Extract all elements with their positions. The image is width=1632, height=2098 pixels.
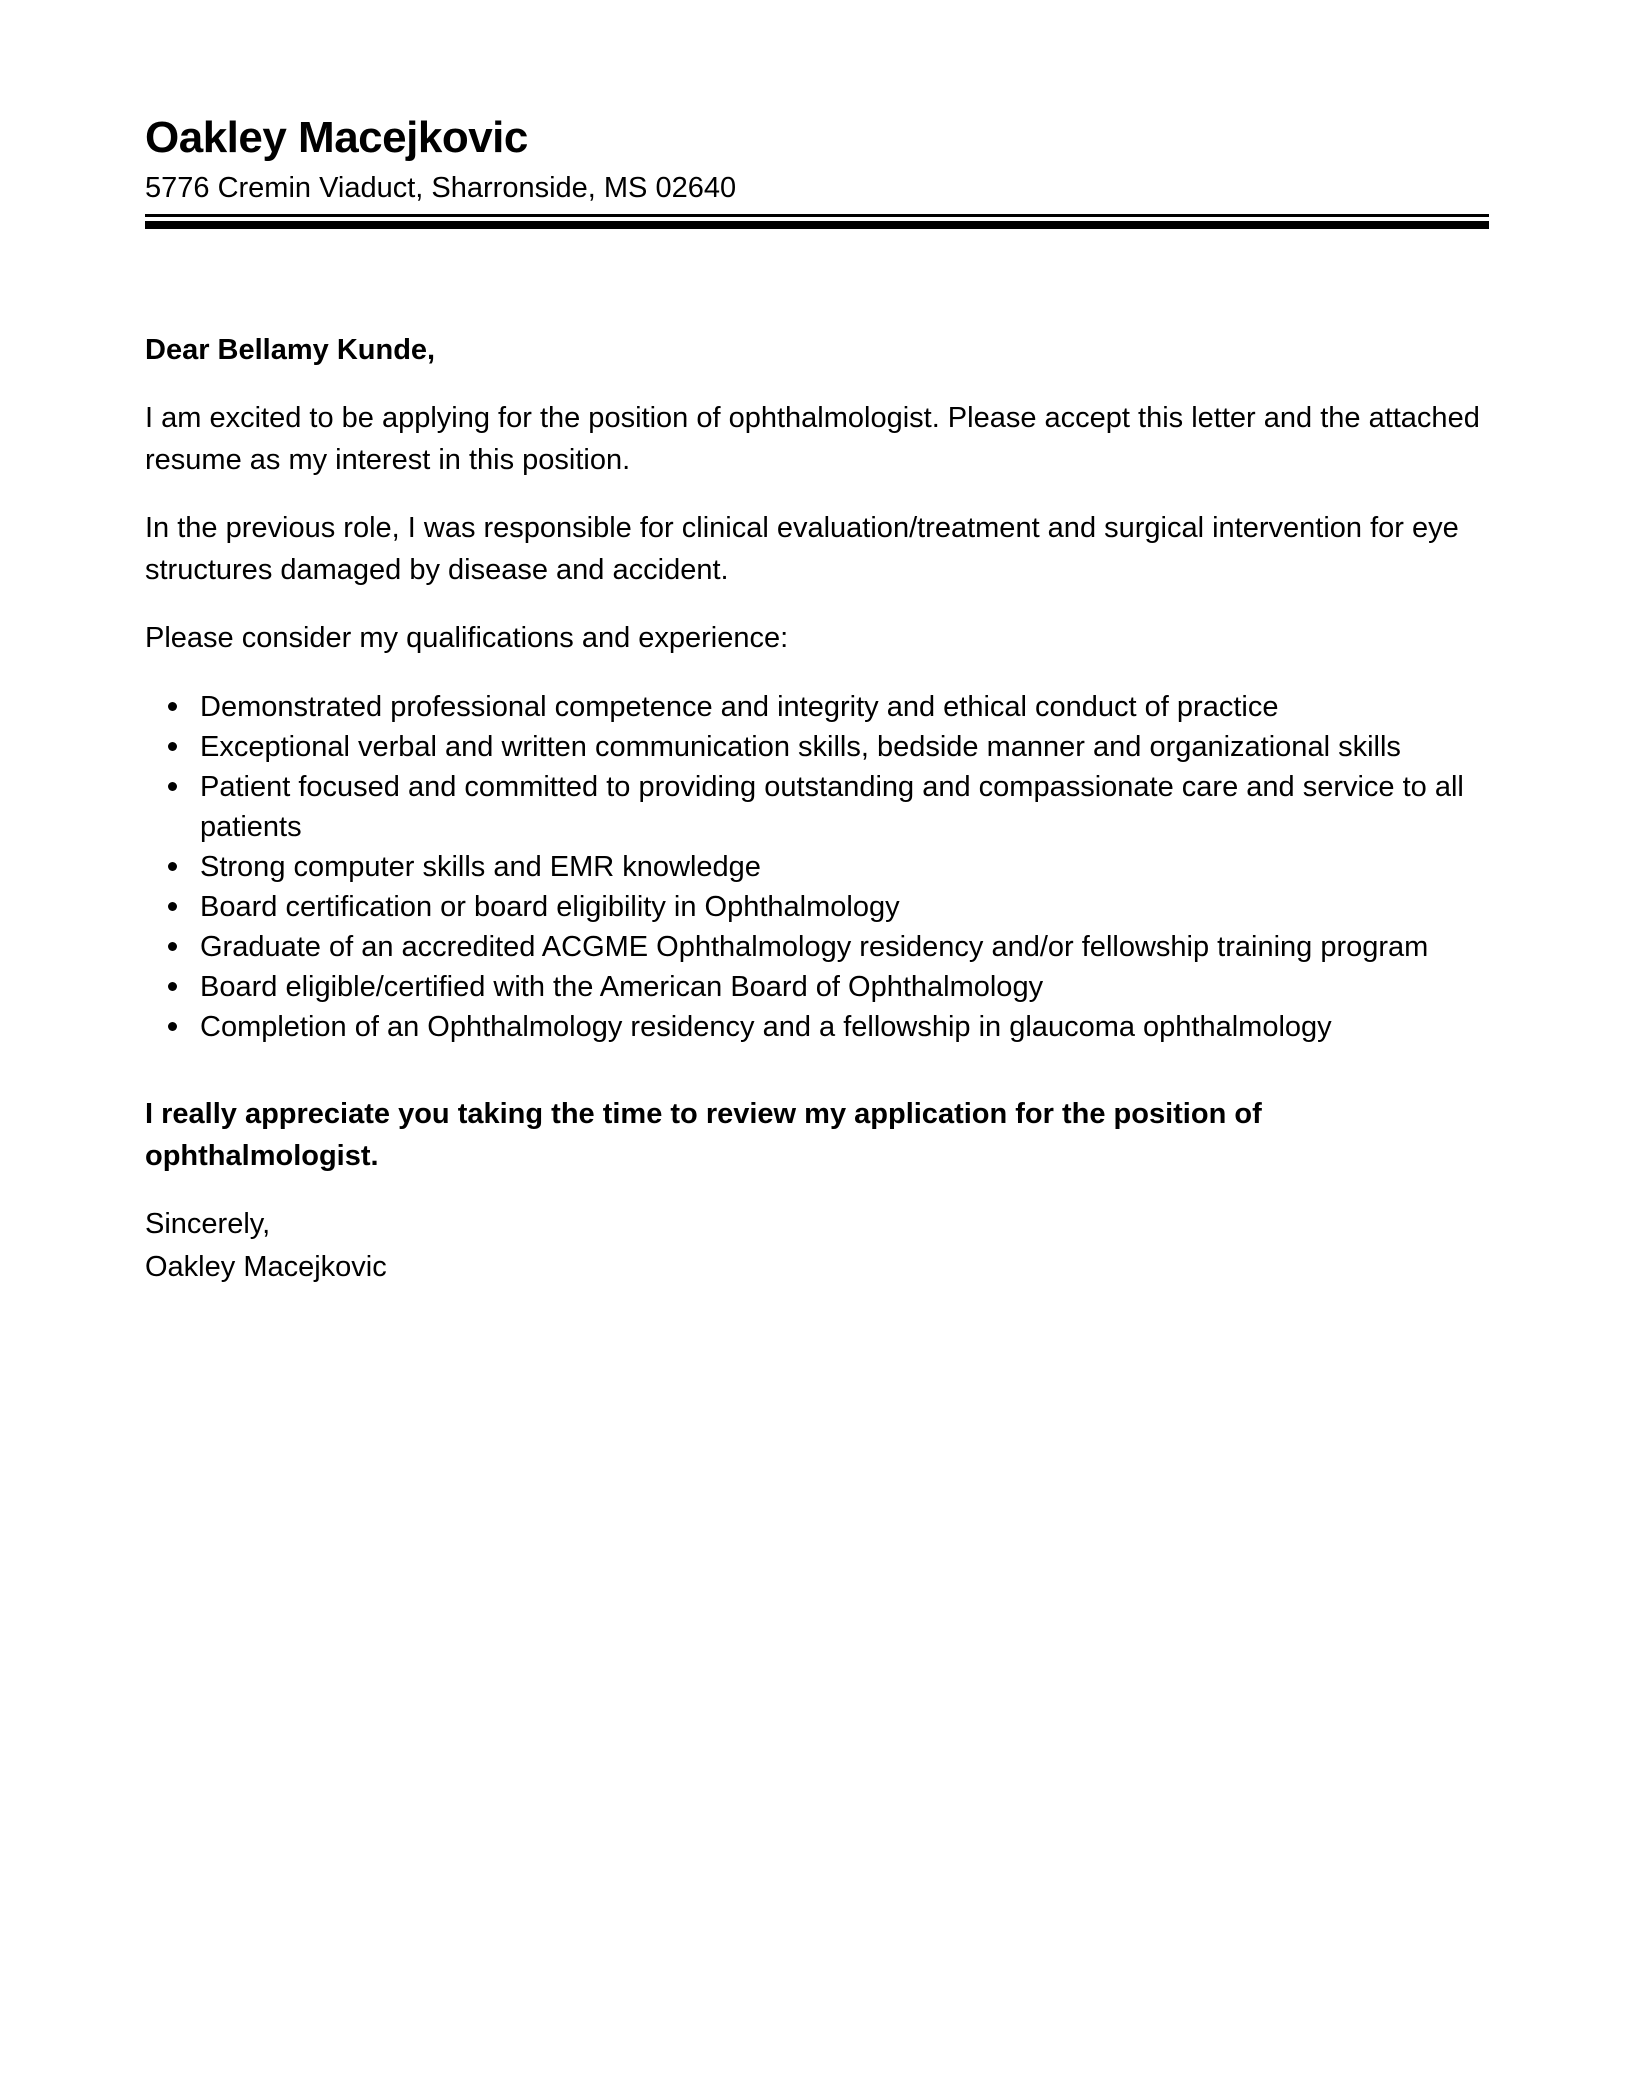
letter-header (145, 112, 1489, 229)
header-divider-rule (145, 214, 1489, 229)
sender-address: 5776 Cremin Viaduct, Sharronside, MS 02640 (145, 172, 737, 204)
qualification-text: Demonstrated professional competence and integrity and ethical conduct of practice (200, 691, 1279, 723)
closing-emphasis: I really appreciate you taking the time to review my application for the position of ophthalmologist. (145, 1098, 1262, 1172)
qualification-text: Board certification or board eligibility in Ophthalmology (200, 891, 900, 923)
signoff-block (145, 1203, 1489, 1289)
qualifications-list (145, 687, 1489, 1047)
bullet-icon (168, 862, 177, 871)
bullet-icon (168, 942, 177, 951)
bullet-icon (168, 982, 177, 991)
qualification-item (168, 967, 1489, 1007)
qualification-item (168, 687, 1489, 727)
salutation: Dear Bellamy Kunde, (145, 334, 436, 366)
qualification-item (168, 1007, 1489, 1047)
letter-body (145, 329, 1489, 1289)
qualification-item (168, 767, 1489, 847)
bullet-icon (168, 1022, 177, 1031)
qualification-text: Strong computer skills and EMR knowledge (200, 851, 761, 883)
qualification-item (168, 847, 1489, 887)
bullet-icon (168, 742, 177, 751)
qualification-text: Patient focused and committed to providing outstanding and compassionate care and service to all patients (200, 771, 1464, 843)
qualification-item (168, 927, 1489, 967)
paragraph-previous-role: In the previous role, I was responsible for clinical evaluation/treatment and surgical intervention for eye structures damaged by disease and accident. (145, 512, 1459, 586)
qualification-item (168, 727, 1489, 767)
qualification-text: Board eligible/certified with the American Board of Ophthalmology (200, 971, 1044, 1003)
qualification-text: Completion of an Ophthalmology residency and a fellowship in glaucoma ophthalmology (200, 1011, 1332, 1043)
sender-name: Oakley Macejkovic (145, 113, 528, 162)
paragraph-qualifications-lead: Please consider my qualifications and experience: (145, 622, 789, 654)
bullet-icon (168, 902, 177, 911)
signoff-word: Sincerely, (145, 1208, 271, 1240)
qualification-item (168, 887, 1489, 927)
signature-name: Oakley Macejkovic (145, 1251, 387, 1283)
qualification-text: Graduate of an accredited ACGME Ophthalmology residency and/or fellowship training program (200, 931, 1429, 963)
paragraph-intro: I am excited to be applying for the position of ophthalmologist. Please accept this letter and the attached resume as my interest in this position. (145, 402, 1480, 476)
bullet-icon (168, 702, 177, 711)
bullet-icon (168, 782, 177, 791)
qualification-text: Exceptional verbal and written communication skills, bedside manner and organizational skills (200, 731, 1401, 763)
